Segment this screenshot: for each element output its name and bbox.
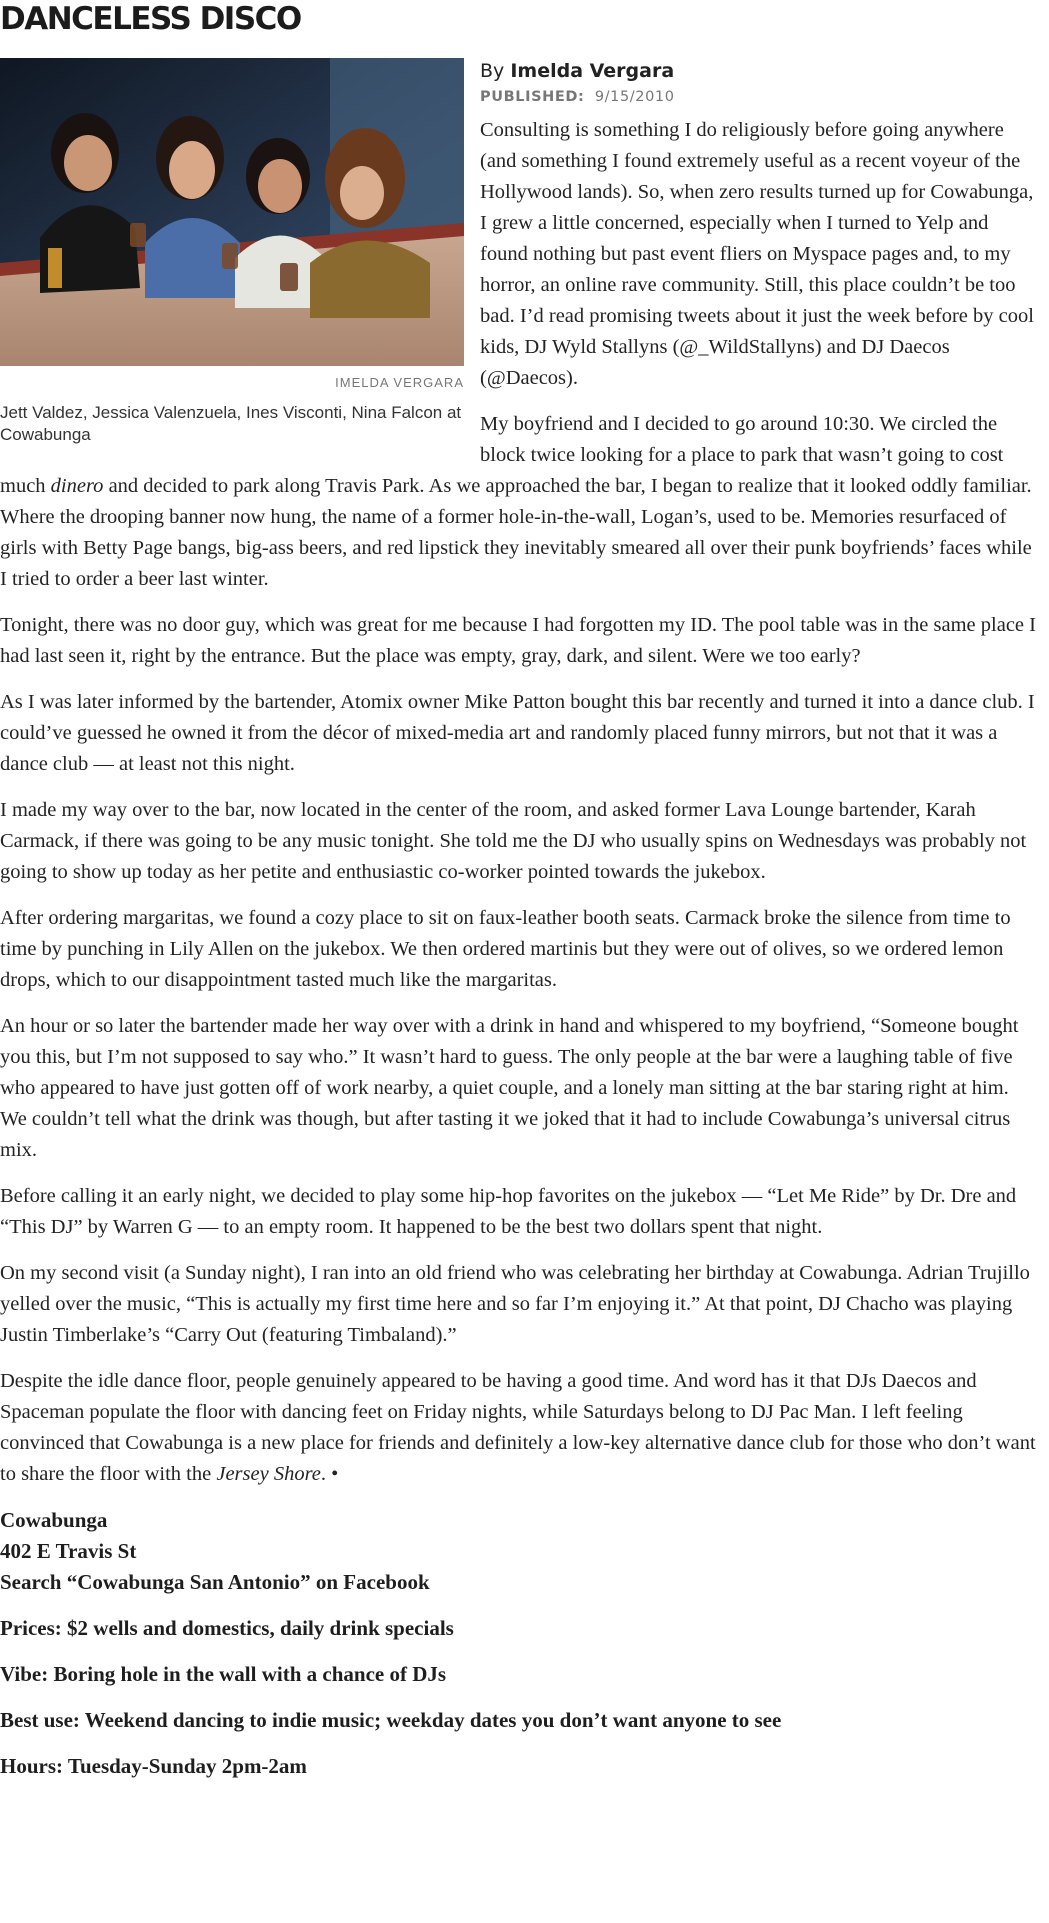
paragraph: Despite the idle dance floor, people genuinely appeared to be having a good time. And word has it that DJs Daecos and Spaceman populate the floor with dancing feet on Friday nights, while Saturdays belong to DJ Pac Man. I left feeling convinced that Cowabunga is a new place for friends and definitely a low-key alternative dance club for those who don’t want to share the floor with the Jersey Shore. • [0,1370,1036,1485]
venue-name: Cowabunga [0,1508,108,1532]
paragraph: An hour or so later the bartender made her way over with a drink in hand and whispered to my boyfriend, “Someone bought you this, but I’m not supposed to say who.” It wasn’t hard to guess. The only people at the bar were a laughing table of five who appeared to have just gotten off of work nearby, a quiet couple, and a lonely man sitting at the bar staring right at him. We couldn’t tell what the drink was though, but after tasting it we joked that it had to include Cowabunga’s universal citrus mix. [0,1015,1019,1161]
paragraph: Tonight, there was no door guy, which was great for me because I had forgotten my ID. The pool table was in the same place I had last seen it, right by the entrance. But the place was empty, gray, dark, and silent. Were we too early? [0,614,1036,667]
byline-prefix: By [480,60,505,82]
article-photo [0,58,464,366]
article-title: DANCELESS DISCO [0,1,301,37]
paragraph: Before calling it an early night, we decided to play some hip-hop favorites on the jukebox — “Let Me Ride” by Dr. Dre and “This DJ” by Warren G — to an empty room. It happened to be the best two dollars spent that night. [0,1185,1017,1238]
venue-search: Search “Cowabunga San Antonio” on Facebook [0,1570,430,1594]
paragraph: After ordering margaritas, we found a cozy place to sit on faux-leather booth seats. Carmack broke the silence from time to time by punching in Lily Allen on the jukebox. We then ordered martinis but they were out of olives, so we ordered lemon drops, which to our disappointment tasted much like the margaritas. [0,907,1011,991]
paragraph: Consulting is something I do religiously before going anywhere (and something I found extremely useful as a recent voyeur of the Hollywood lands). So, when zero results turned up for Cowabunga, I grew a little concerned, especially when I turned to Yelp and found nothing but past event fliers on Myspace pages and, to my horror, an online rave community. Still, this place couldn’t be too bad. I’d read promising tweets about it just the week before by cool kids, DJ Wyld Stallyns (@_WildStallyns) and DJ Daecos (@Daecos). [480,119,1034,389]
article-body [0,58,1040,1797]
venue-address: 402 E Travis St [0,1539,137,1563]
paragraph: I made my way over to the bar, now located in the center of the room, and asked former Lava Lounge bartender, Karah Carmack, if there was going to be any music tonight. She told me the DJ who usually spins on Wednesdays was probably not going to show up today as her petite and enthusiastic co-worker pointed towards the jukebox. [0,799,1027,883]
venue-info [0,1505,1040,1598]
photo-figure [0,58,464,446]
published-date: 9/15/2010 [594,89,675,105]
italic-text: dinero [50,475,104,497]
venue-vibe: Vibe: Boring hole in the wall with a chance of DJs [0,1662,447,1686]
photo-credit: IMELDA VERGARA [335,375,464,390]
photo-caption: Jett Valdez, Jessica Valenzuela, Ines Visconti, Nina Falcon at Cowabunga [0,403,462,444]
venue-best-use: Best use: Weekend dancing to indie music; weekday dates you don’t want anyone to see [0,1708,782,1732]
venue-hours: Hours: Tuesday-Sunday 2pm-2am [0,1754,307,1778]
paragraph: On my second visit (a Sunday night), I ran into an old friend who was celebrating her birthday at Cowabunga. Adrian Trujillo yelled over the music, “This is actually my first time here and so far I’m enjoying it.” At that point, DJ Chacho was playing Justin Timberlake’s “Carry Out (featuring Timbaland).” [0,1262,1030,1346]
paragraph: My boyfriend and I decided to go around 10:30. We circled the block twice looking for a place to park that wasn’t going to cost much dinero and decided to park along Travis Park. As we approached the bar, I began to realize that it looked oddly familiar. Where the drooping banner now hung, the name of a former hole-in-the-wall, Logan’s, used to be. Memories resurfaced of girls with Betty Page bangs, big-ass beers, and red lipstick they inevitably smeared all over their punk boyfriends’ faces while I tried to order a beer last winter. [0,413,1032,590]
author-name[interactable]: Imelda Vergara [510,60,675,82]
venue-prices: Prices: $2 wells and domestics, daily drink specials [0,1616,454,1640]
published-label: PUBLISHED: [480,89,585,105]
italic-text: Jersey Shore [216,1463,321,1485]
paragraph: As I was later informed by the bartender, Atomix owner Mike Patton bought this bar recently and turned it into a dance club. I could’ve guessed he owned it from the décor of mixed-media art and randomly placed funny mirrors, but not that it was a dance club — at least not this night. [0,691,1035,775]
